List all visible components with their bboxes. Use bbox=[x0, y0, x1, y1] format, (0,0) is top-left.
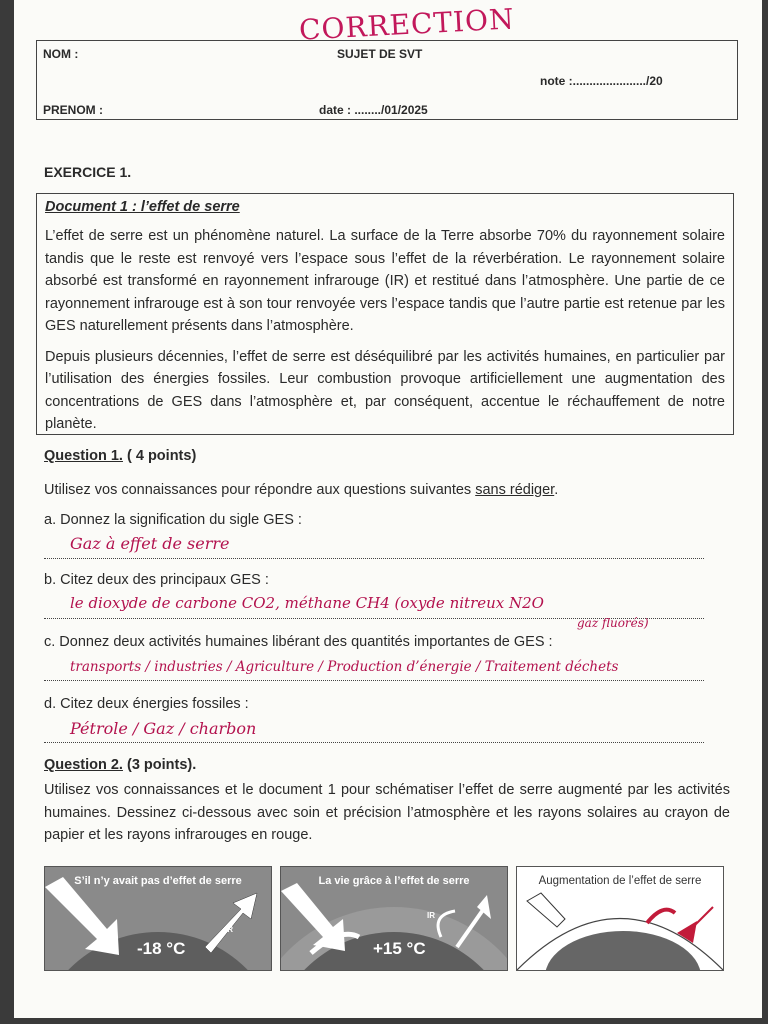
exercise-title: EXERCICE 1. bbox=[44, 164, 132, 180]
answer-a: Gaz à effet de serre bbox=[70, 534, 230, 553]
header-box bbox=[36, 40, 738, 120]
figure-2-temperature: +15 °C bbox=[373, 939, 426, 958]
question-2-text: Utilisez vos connaissances et le document 1 pour schématiser l’effet de serre augmenté par les activités humaines. Dessinez ci-dessous avec soin et précision l’atmosphère et les rayons solaires au crayon de papier et les rayons infrarouges en rouge. bbox=[44, 782, 730, 843]
question-1b: b. Citez deux des principaux GES : bbox=[44, 572, 269, 588]
answer-b-continued: gaz fluorés) bbox=[577, 616, 649, 630]
question-2-heading bbox=[44, 757, 196, 773]
question-1d: d. Citez deux énergies fossiles : bbox=[44, 696, 249, 712]
question-1c: c. Donnez deux activités humaines libérant des quantités importantes de GES : bbox=[44, 634, 553, 650]
question-1a: a. Donnez la signification du sigle GES : bbox=[44, 512, 302, 528]
worksheet-page bbox=[14, 0, 762, 1018]
figure-natural-greenhouse bbox=[280, 866, 508, 971]
answer-c: transports / industries / Agriculture / Production d’énergie / Traitement déchets bbox=[70, 659, 619, 675]
figure-2-caption: La vie grâce à l’effet de serre bbox=[318, 875, 470, 887]
question-2-title: Question 2. bbox=[44, 757, 123, 773]
correction-title: CORRECTION bbox=[298, 2, 516, 47]
intro-text: Utilisez vos connaissances pour répondre aux questions suivantes bbox=[44, 482, 476, 498]
subject-title: SUJET DE SVT bbox=[337, 47, 423, 61]
figure-1-ir-label: IR bbox=[225, 925, 233, 934]
figure-no-greenhouse bbox=[44, 866, 272, 971]
figure-2-ir-label: IR bbox=[427, 911, 435, 920]
question-1-title: Question 1. bbox=[44, 448, 123, 464]
date-field: date : ......../01/2025 bbox=[319, 103, 428, 117]
document-box bbox=[36, 193, 734, 435]
question-1-points: ( 4 points) bbox=[122, 448, 197, 464]
question-1-heading bbox=[44, 448, 196, 464]
figure-increased-greenhouse bbox=[516, 866, 724, 971]
answer-d: Pétrole / Gaz / charbon bbox=[70, 719, 257, 738]
figure-3-caption: Augmentation de l’effet de serre bbox=[538, 875, 702, 887]
note-field: note :....................../20 bbox=[540, 74, 663, 88]
figure-1-caption: S’il n’y avait pas d’effet de serre bbox=[74, 875, 242, 887]
prenom-label: PRENOM : bbox=[43, 103, 103, 117]
answer-b: le dioxyde de carbone CO2, méthane CH4 (oxyde nitreux N2O bbox=[70, 594, 544, 612]
intro-end: . bbox=[554, 482, 559, 498]
document-paragraph-2: Depuis plusieurs décennies, l’effet de serre est déséquilibré par les activités humaines, en particulier par l’utilisation des énergies fossiles. Leur combustion provoque artificiellement une augmentation des concentrations de GES dans l’atmosphère et, par conséquent, accentue le réchauffement de notre planète. bbox=[45, 348, 725, 432]
intro-emphasis: sans rédiger bbox=[475, 482, 555, 498]
nom-label: NOM : bbox=[43, 47, 79, 61]
figure-1-temperature: -18 °C bbox=[137, 939, 186, 958]
question-2-points: (3 points). bbox=[122, 757, 197, 773]
document-title: Document 1 : l’effet de serre bbox=[45, 199, 240, 215]
document-paragraph-1: L’effet de serre est un phénomène naturel. La surface de la Terre absorbe 70% du rayonnement solaire tandis que le reste est renvoyé vers l’espace sous l’effet de la réverbération. Le rayonnement solaire absorbé est transformé en rayonnement infrarouge (IR) et restitué dans l’atmosphère. Une partie de ce rayonnement infrarouge est à son tour renvoyée vers l’espace tandis que l’autre partie est retenue par les GES naturellement présents dans l’atmosphère. bbox=[45, 228, 725, 334]
question-1-intro bbox=[44, 482, 558, 498]
